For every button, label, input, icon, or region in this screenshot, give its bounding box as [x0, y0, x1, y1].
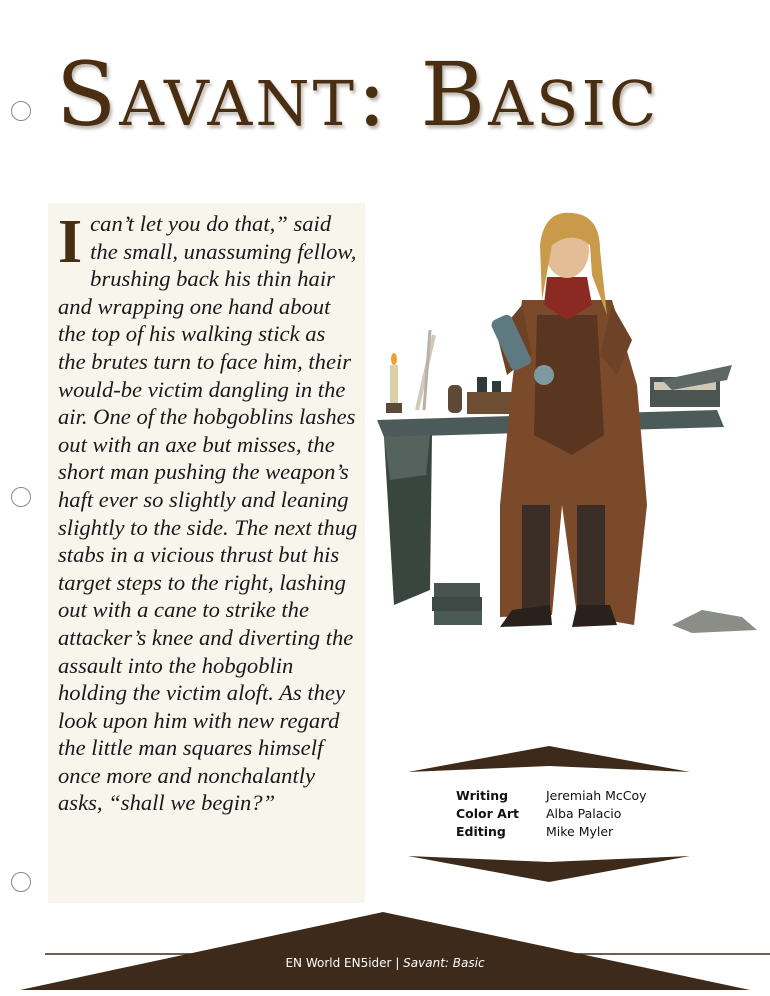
credit-row: [456, 823, 647, 841]
credit-role: Editing: [456, 824, 506, 839]
credits-divider-top: [408, 744, 690, 776]
credit-role: Color Art: [456, 806, 519, 821]
credit-role: Writing: [456, 788, 509, 803]
footer-text: [0, 956, 770, 970]
binder-hole-top: [11, 101, 31, 121]
drop-cap: I: [58, 208, 83, 276]
credit-name: Alba Palacio: [546, 806, 622, 821]
intro-text: [58, 210, 358, 817]
credit-row: [456, 787, 647, 805]
footer-product: Savant: Basic: [403, 956, 485, 970]
footer-publisher: EN World EN5ider: [285, 956, 392, 970]
credit-name: Jeremiah McCoy: [546, 788, 647, 803]
credits-block: [456, 787, 647, 841]
credit-name: Mike Myler: [546, 824, 614, 839]
character-illustration: [372, 205, 767, 645]
binder-hole-bottom: [11, 872, 31, 892]
footer-banner: [0, 908, 770, 996]
credit-row: [456, 805, 647, 823]
intro-body: can’t let you do that,” said the small, unassuming fellow, brushing back his thin hair and wrapping one hand about the top of his walking stick as the brutes turn to face him, their would-be victim dangling in the air. One of the hobgoblins lashes out with an axe but misses, the short man pushing the weapon’s haft ever so slightly and leaning slightly to the side. The next thug stabs in a vicious thrust but his target steps to the right, lashing out with a cane to strike the attacker’s knee and diverting the assault into the hobgoblin holding the victim aloft. As they look upon him with new regard the little man squares himself once more and nonchalantly asks, “shall we begin?”: [58, 211, 358, 816]
credits-divider-bottom: [408, 852, 690, 884]
footer-separator: |: [391, 956, 404, 970]
page-title: Savant: Basic: [56, 43, 660, 146]
binder-hole-middle: [11, 487, 31, 507]
